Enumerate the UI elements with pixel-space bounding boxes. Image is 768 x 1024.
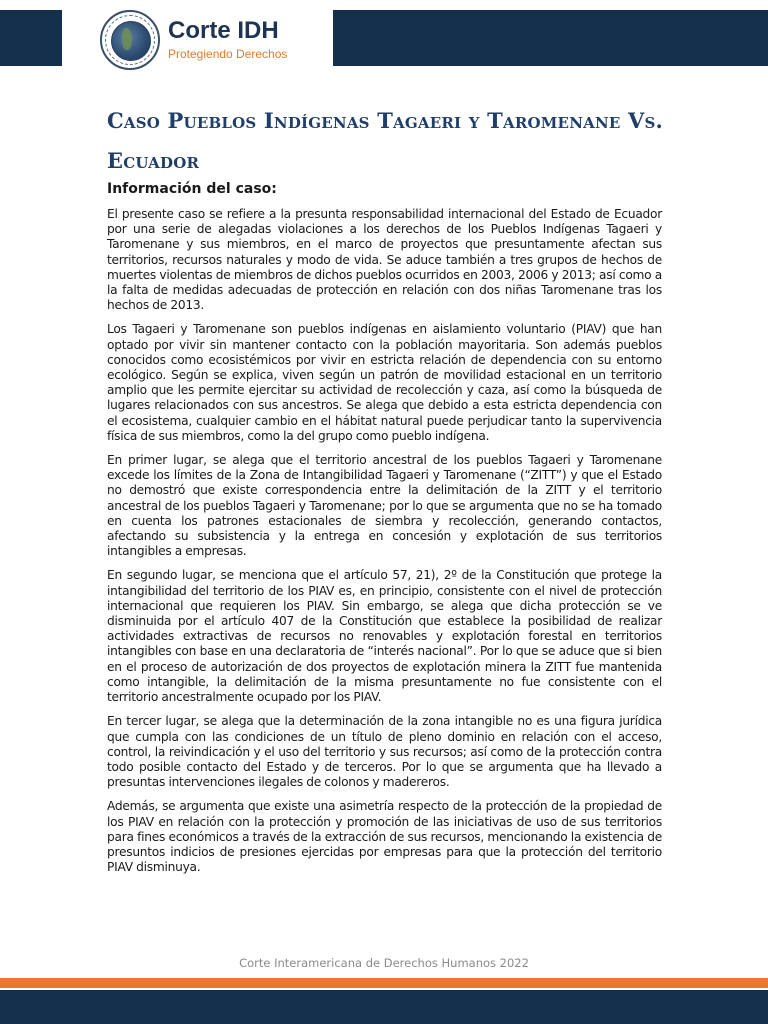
paragraph-6: Además, se argumenta que existe una asimetría respecto de la protección de la propiedad de los PIAV en relación con la protección y promoción de las iniciativas de uso de sus territorios para fines económicos a través de la extracción de sus recursos, mencionando la existencia de presuntos indicios de presiones ejercidas por empresas para que la protección del territorio PIAV disminuya. (107, 799, 662, 875)
header-band-left (0, 10, 62, 66)
section-heading: Información del caso: (107, 181, 277, 197)
header-band-right (333, 10, 768, 66)
paragraph-1: El presente caso se refiere a la presunta responsabilidad internacional del Estado de Ecuador por una serie de alegadas violaciones a los derechos de los Pueblos Indígenas Tagaeri y Taromenane y sus miembros, en el marco de proyectos que presuntamente afectan sus territorios, recursos naturales y modo de vida. Se aduce también a tres grupos de hechos de muertes violentas de miembros de dichos pueblos ocurridos en 2003, 2006 y 2013; así como a la falta de medidas adecuadas de protección en relación con dos niñas Taromenane tras los hechos de 2013. (107, 207, 662, 313)
paragraph-2: Los Tagaeri y Taromenane son pueblos indígenas en aislamiento voluntario (PIAV) que han optado por vivir sin mantener contacto con la población mayoritaria. Son además pueblos conocidos como ecosistémicos por vivir en estricta relación de dependencia con su entorno ecológico. Según se explica, viven según un patrón de movilidad estacional en un territorio amplio que les permite ejercitar su actividad de recolección y caza, así como la búsqueda de lugares relacionados con sus ancestros. Se alega que debido a esta estricta dependencia con el ecosistema, cualquier cambio en el hábitat natural puede perjudicar tanto la supervivencia física de sus miembros, como la del grupo como pueblo indígena. (107, 322, 662, 443)
corte-idh-logo (100, 10, 287, 70)
footer-orange-band (0, 978, 768, 988)
court-seal-icon (100, 10, 160, 70)
brand-block (168, 18, 287, 62)
paragraph-4: En segundo lugar, se menciona que el artículo 57, 21), 2º de la Constitución que protege la intangibilidad del territorio de los PIAV es, en principio, consistente con el nivel de protección internacional que requieren los PIAV. Sin embargo, se alega que dicha protección se ve disminuida por el artículo 407 de la Constitución que establece la posibilidad de realizar actividades extractivas de recursos no renovables y explotación forestal en territorios intangibles con base en una declaratoria de “interés nacional”. Por lo que se aduce que si bien en el proceso de autorización de dos proyectos de explotación minera la ZITT fue mantenida como intangible, la delimitación de la misma presuntamente no fue consistente con el territorio ancestralmente ocupado por los PIAV. (107, 568, 662, 705)
paragraph-5: En tercer lugar, se alega que la determinación de la zona intangible no es una figura jurídica que cumpla con las condiciones de un título de pleno dominio en relación con el acceso, control, la reivindicación y el uso del territorio y sus recursos; así como de la protección contra todo posible contacto del Estado y de terceros. Por lo que se argumenta que ha llevado a presuntas intervenciones ilegales de colonos y madereros. (107, 714, 662, 790)
brand-name: Corte IDH (168, 17, 279, 44)
title-line-2: Ecuador (107, 148, 200, 173)
footer-navy-band (0, 990, 768, 1024)
paragraph-3: En primer lugar, se alega que el territorio ancestral de los pueblos Tagaeri y Taromenane excede los límites de la Zona de Intangibilidad Tagaeri y Taromenane (“ZITT”) y que el Estado no demostró que existe correspondencia entre la delimitación de la ZITT y el territorio ancestral de los pueblos Tagaeri y Taromenane; por lo que se argumenta que no se ha tomado en cuenta los patrones estacionales de siembra y recolección, generando contactos, afectando su subsistencia y la entrega en concesión y explotación de sus territorios intangibles a empresas. (107, 453, 662, 559)
document-title (107, 101, 677, 181)
seal-continent (122, 28, 132, 50)
title-line-1: Caso Pueblos Indígenas Tagaeri y Taromenane Vs. (107, 108, 664, 133)
brand-tagline: Protegiendo Derechos (168, 47, 288, 61)
footer-text: Corte Interamericana de Derechos Humanos 2022 (239, 956, 529, 970)
case-body (107, 207, 662, 884)
